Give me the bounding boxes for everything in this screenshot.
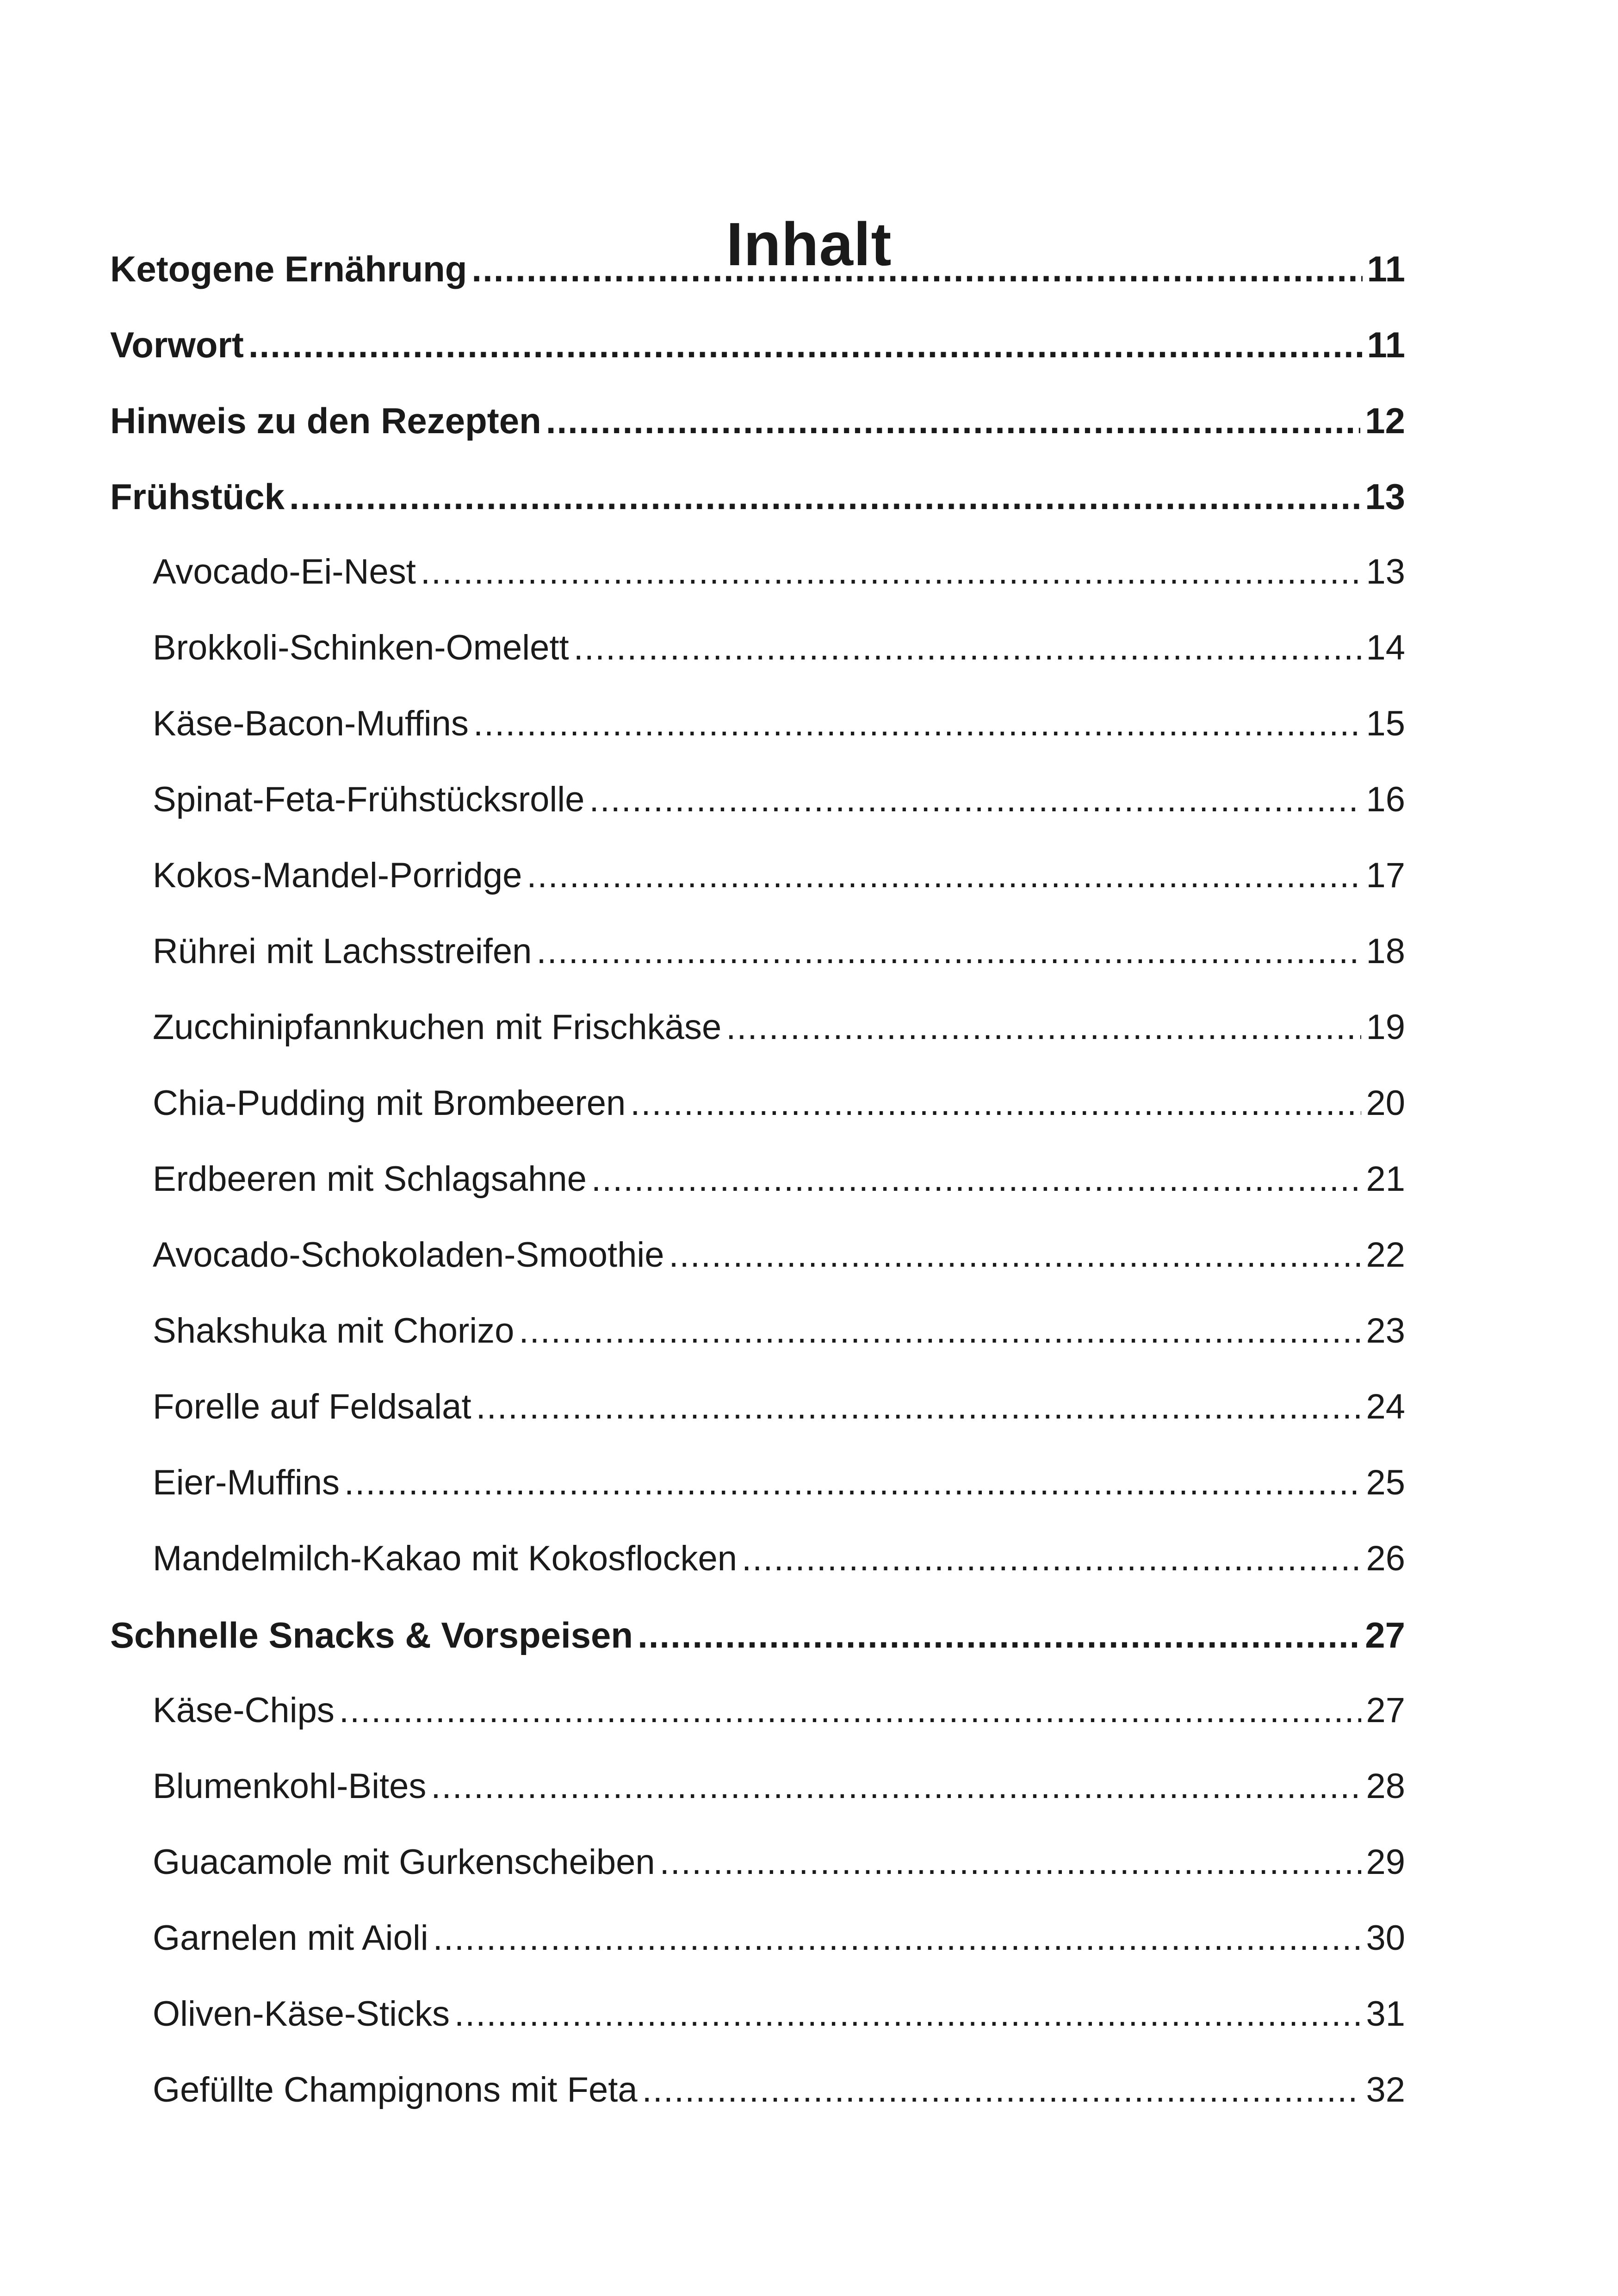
toc-recipe-entry[interactable] xyxy=(110,552,1405,628)
toc-chapter-entry[interactable] xyxy=(110,400,1405,476)
toc-recipe-entry[interactable] xyxy=(110,1842,1405,1918)
toc-entry-label: Zucchinipfannkuchen mit Frischkäse xyxy=(153,1008,722,1047)
toc-chapter-entry[interactable] xyxy=(110,248,1405,324)
toc-entry-label: Ketogene Ernährung xyxy=(110,249,467,289)
toc-entry-label: Oliven-Käse-Sticks xyxy=(153,1994,450,2034)
toc-entry-page-number: 19 xyxy=(1366,1008,1405,1047)
toc-entry-page-number: 13 xyxy=(1366,552,1405,591)
toc-entry-label: Avocado-Ei-Nest xyxy=(153,552,416,591)
dot-leader xyxy=(589,779,1361,820)
toc-entry-label: Mandelmilch-Kakao mit Kokosflocken xyxy=(153,1539,737,1578)
toc-recipe-entry[interactable] xyxy=(110,1083,1405,1159)
toc-recipe-entry[interactable] xyxy=(110,703,1405,779)
dot-leader xyxy=(344,1462,1361,1503)
dot-leader xyxy=(248,324,1363,366)
table-of-contents xyxy=(110,248,1405,2146)
toc-entry-label: Forelle auf Feldsalat xyxy=(153,1387,471,1426)
toc-entry-page-number: 15 xyxy=(1366,704,1405,743)
dot-leader xyxy=(473,703,1362,744)
toc-entry-page-number: 17 xyxy=(1366,856,1405,895)
toc-entry-page-number: 23 xyxy=(1366,1311,1405,1350)
toc-entry-label: Brokkoli-Schinken-Omelett xyxy=(153,628,569,667)
toc-recipe-entry[interactable] xyxy=(110,1387,1405,1462)
dot-leader xyxy=(726,1007,1361,1047)
toc-recipe-entry[interactable] xyxy=(110,1918,1405,1994)
toc-recipe-entry[interactable] xyxy=(110,1159,1405,1235)
toc-entry-page-number: 24 xyxy=(1366,1387,1405,1426)
toc-entry-page-number: 31 xyxy=(1366,1994,1405,2034)
dot-leader xyxy=(454,1994,1361,2034)
toc-recipe-entry[interactable] xyxy=(110,1538,1405,1614)
dot-leader xyxy=(476,1387,1362,1427)
toc-recipe-entry[interactable] xyxy=(110,628,1405,703)
dot-leader xyxy=(574,628,1362,668)
dot-leader xyxy=(630,1083,1361,1123)
toc-recipe-entry[interactable] xyxy=(110,1690,1405,1766)
dot-leader xyxy=(660,1842,1362,1882)
toc-entry-page-number: 16 xyxy=(1366,780,1405,819)
toc-entry-page-number: 22 xyxy=(1366,1235,1405,1275)
dot-leader xyxy=(433,1918,1362,1958)
toc-recipe-entry[interactable] xyxy=(110,779,1405,855)
toc-entry-label: Shakshuka mit Chorizo xyxy=(153,1311,515,1350)
toc-entry-label: Rührei mit Lachsstreifen xyxy=(153,932,532,971)
dot-leader xyxy=(527,855,1361,896)
toc-entry-label: Eier-Muffins xyxy=(153,1463,340,1502)
toc-entry-page-number: 26 xyxy=(1366,1539,1405,1578)
toc-entry-label: Käse-Chips xyxy=(153,1691,335,1730)
dot-leader xyxy=(642,2070,1362,2110)
toc-entry-page-number: 12 xyxy=(1365,400,1405,441)
toc-entry-page-number: 13 xyxy=(1365,476,1405,517)
toc-recipe-entry[interactable] xyxy=(110,1462,1405,1538)
toc-entry-label: Guacamole mit Gurkenscheiben xyxy=(153,1842,655,1882)
toc-entry-page-number: 18 xyxy=(1366,932,1405,971)
toc-entry-label: Avocado-Schokoladen-Smoothie xyxy=(153,1235,664,1275)
dot-leader xyxy=(536,931,1361,971)
dot-leader xyxy=(289,476,1360,518)
dot-leader xyxy=(546,400,1360,442)
toc-recipe-entry[interactable] xyxy=(110,2070,1405,2146)
toc-entry-page-number: 27 xyxy=(1366,1691,1405,1730)
toc-entry-label: Gefüllte Champignons mit Feta xyxy=(153,2070,638,2109)
toc-recipe-entry[interactable] xyxy=(110,1235,1405,1311)
toc-chapter-entry[interactable] xyxy=(110,324,1405,400)
toc-entry-label: Spinat-Feta-Frühstücksrolle xyxy=(153,780,585,819)
toc-recipe-entry[interactable] xyxy=(110,931,1405,1007)
toc-entry-page-number: 25 xyxy=(1366,1463,1405,1502)
toc-entry-page-number: 27 xyxy=(1365,1615,1405,1655)
toc-entry-label: Garnelen mit Aioli xyxy=(153,1918,428,1958)
toc-chapter-entry[interactable] xyxy=(110,1614,1405,1690)
dot-leader xyxy=(431,1766,1361,1806)
toc-entry-page-number: 11 xyxy=(1367,324,1405,365)
toc-entry-page-number: 28 xyxy=(1366,1767,1405,1806)
toc-entry-label: Erdbeeren mit Schlagsahne xyxy=(153,1159,587,1199)
toc-entry-page-number: 14 xyxy=(1366,628,1405,667)
toc-entry-label: Käse-Bacon-Muffins xyxy=(153,704,469,743)
toc-chapter-entry[interactable] xyxy=(110,476,1405,552)
toc-entry-label: Vorwort xyxy=(110,324,244,365)
toc-entry-label: Frühstück xyxy=(110,476,285,517)
toc-recipe-entry[interactable] xyxy=(110,1994,1405,2070)
toc-entry-page-number: 32 xyxy=(1366,2070,1405,2109)
toc-entry-page-number: 20 xyxy=(1366,1083,1405,1123)
toc-recipe-entry[interactable] xyxy=(110,855,1405,931)
toc-entry-label: Kokos-Mandel-Porridge xyxy=(153,856,522,895)
dot-leader xyxy=(669,1235,1362,1275)
toc-recipe-entry[interactable] xyxy=(110,1311,1405,1387)
dot-leader xyxy=(638,1614,1360,1656)
dot-leader xyxy=(591,1159,1362,1199)
page-title: Inhalt xyxy=(726,210,892,279)
dot-leader xyxy=(471,248,1362,290)
toc-recipe-entry[interactable] xyxy=(110,1007,1405,1083)
toc-entry-page-number: 29 xyxy=(1366,1842,1405,1882)
dot-leader xyxy=(421,552,1362,592)
dot-leader xyxy=(742,1538,1361,1579)
dot-leader xyxy=(339,1690,1362,1730)
toc-entry-page-number: 21 xyxy=(1366,1159,1405,1199)
toc-entry-label: Chia-Pudding mit Brombeeren xyxy=(153,1083,626,1123)
toc-entry-page-number: 11 xyxy=(1367,249,1405,289)
toc-entry-label: Schnelle Snacks & Vorspeisen xyxy=(110,1615,633,1655)
toc-entry-label: Hinweis zu den Rezepten xyxy=(110,400,541,441)
toc-entry-label: Blumenkohl-Bites xyxy=(153,1767,427,1806)
toc-entry-page-number: 30 xyxy=(1366,1918,1405,1958)
toc-recipe-entry[interactable] xyxy=(110,1766,1405,1842)
dot-leader xyxy=(519,1311,1361,1351)
